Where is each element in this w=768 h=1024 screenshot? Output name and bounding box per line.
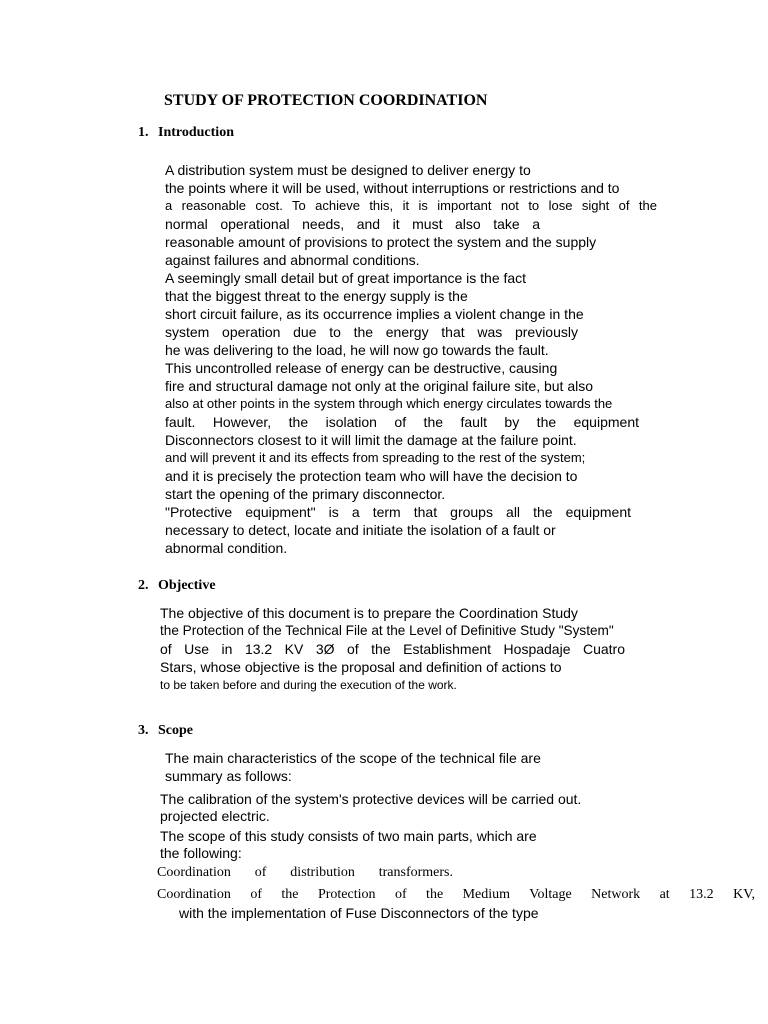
text-line: a reasonable cost. To achieve this, it is important not to lose sight of the	[165, 198, 657, 213]
text-line: start the opening of the primary disconnector.	[165, 486, 446, 502]
text-line: A seemingly small detail but of great importance is the fact	[165, 270, 527, 286]
scope-paragraph-c	[160, 827, 610, 861]
text-line: necessary to detect, locate and initiate the isolation of a fault or	[165, 522, 556, 538]
section-number: 3.	[138, 723, 149, 738]
text-line: fault. However, the isolation of the fault by the equipment	[165, 414, 639, 430]
text-line: abnormal condition.	[165, 540, 288, 556]
text-line: The calibration of the system's protective devices will be carried out.	[160, 791, 582, 807]
text-line: he was delivering to the load, he will now go towards the fault.	[165, 342, 549, 358]
text-line: the Protection of the Technical File at the Level of Definitive Study "System"	[160, 623, 614, 638]
section-heading-scope	[138, 723, 193, 739]
text-line: the points where it will be used, without interruptions or restrictions and to	[165, 180, 620, 196]
section-title: Objective	[158, 578, 216, 593]
text-line: reasonable amount of provisions to protect the system and the supply	[165, 234, 597, 250]
text-line: This uncontrolled release of energy can be destructive, causing	[165, 360, 558, 376]
introduction-body	[165, 161, 680, 557]
text-line: The main characteristics of the scope of the technical file are	[165, 750, 541, 766]
text-line: "Protective equipment" is a term that groups all the equipment	[165, 504, 631, 520]
text-line: of Use in 13.2 KV 3Ø of the Establishment Hospadaje Cuatro	[160, 641, 625, 657]
text-line: and will prevent it and its effects from spreading to the rest of the system;	[165, 450, 586, 465]
text-line: that the biggest threat to the energy supply is the	[165, 288, 468, 304]
text-line: Disconnectors closest to it will limit the damage at the failure point.	[165, 432, 577, 448]
text-line: and it is precisely the protection team who will have the decision to	[165, 468, 578, 484]
text-line: A distribution system must be designed to deliver energy to	[165, 162, 531, 178]
text-line: system operation due to the energy that was previously	[165, 324, 578, 340]
scope-paragraph-a	[165, 749, 615, 785]
text-line: short circuit failure, as its occurrence implies a violent change in the	[165, 306, 584, 322]
scope-item-continuation	[179, 904, 629, 922]
objective-body	[160, 604, 655, 694]
text-line: also at other points in the system through which energy circulates towards the	[165, 396, 613, 411]
text-line: normal operational needs, and it must also take a	[165, 216, 540, 232]
section-title: Introduction	[158, 125, 234, 140]
text-line: Stars, whose objective is the proposal and definition of actions to	[160, 659, 562, 675]
section-heading-objective	[138, 578, 216, 594]
text-line: The objective of this document is to prepare the Coordination Study	[160, 605, 578, 621]
text-line: with the implementation of Fuse Disconnectors of the type	[179, 905, 539, 921]
section-title: Scope	[158, 723, 193, 738]
scope-paragraph-b	[160, 790, 660, 824]
scope-item: Coordination of distribution transformers.	[157, 865, 453, 880]
text-line: the following:	[160, 845, 242, 861]
text-line: to be taken before and during the execution of the work.	[160, 678, 457, 692]
text-line: against failures and abnormal conditions.	[165, 252, 420, 268]
text-line: The scope of this study consists of two main parts, which are	[160, 828, 537, 844]
scope-item: Coordination of the Protection of the Medium Voltage Network at 13.2 KV,	[157, 887, 755, 902]
text-line: projected electric.	[160, 808, 270, 824]
section-number: 1.	[138, 125, 149, 140]
text-line: fire and structural damage not only at the original failure site, but also	[165, 378, 594, 394]
section-heading-introduction	[138, 125, 234, 141]
section-number: 2.	[138, 578, 149, 593]
document-title: STUDY OF PROTECTION COORDINATION	[164, 92, 488, 109]
text-line: summary as follows:	[165, 768, 292, 784]
